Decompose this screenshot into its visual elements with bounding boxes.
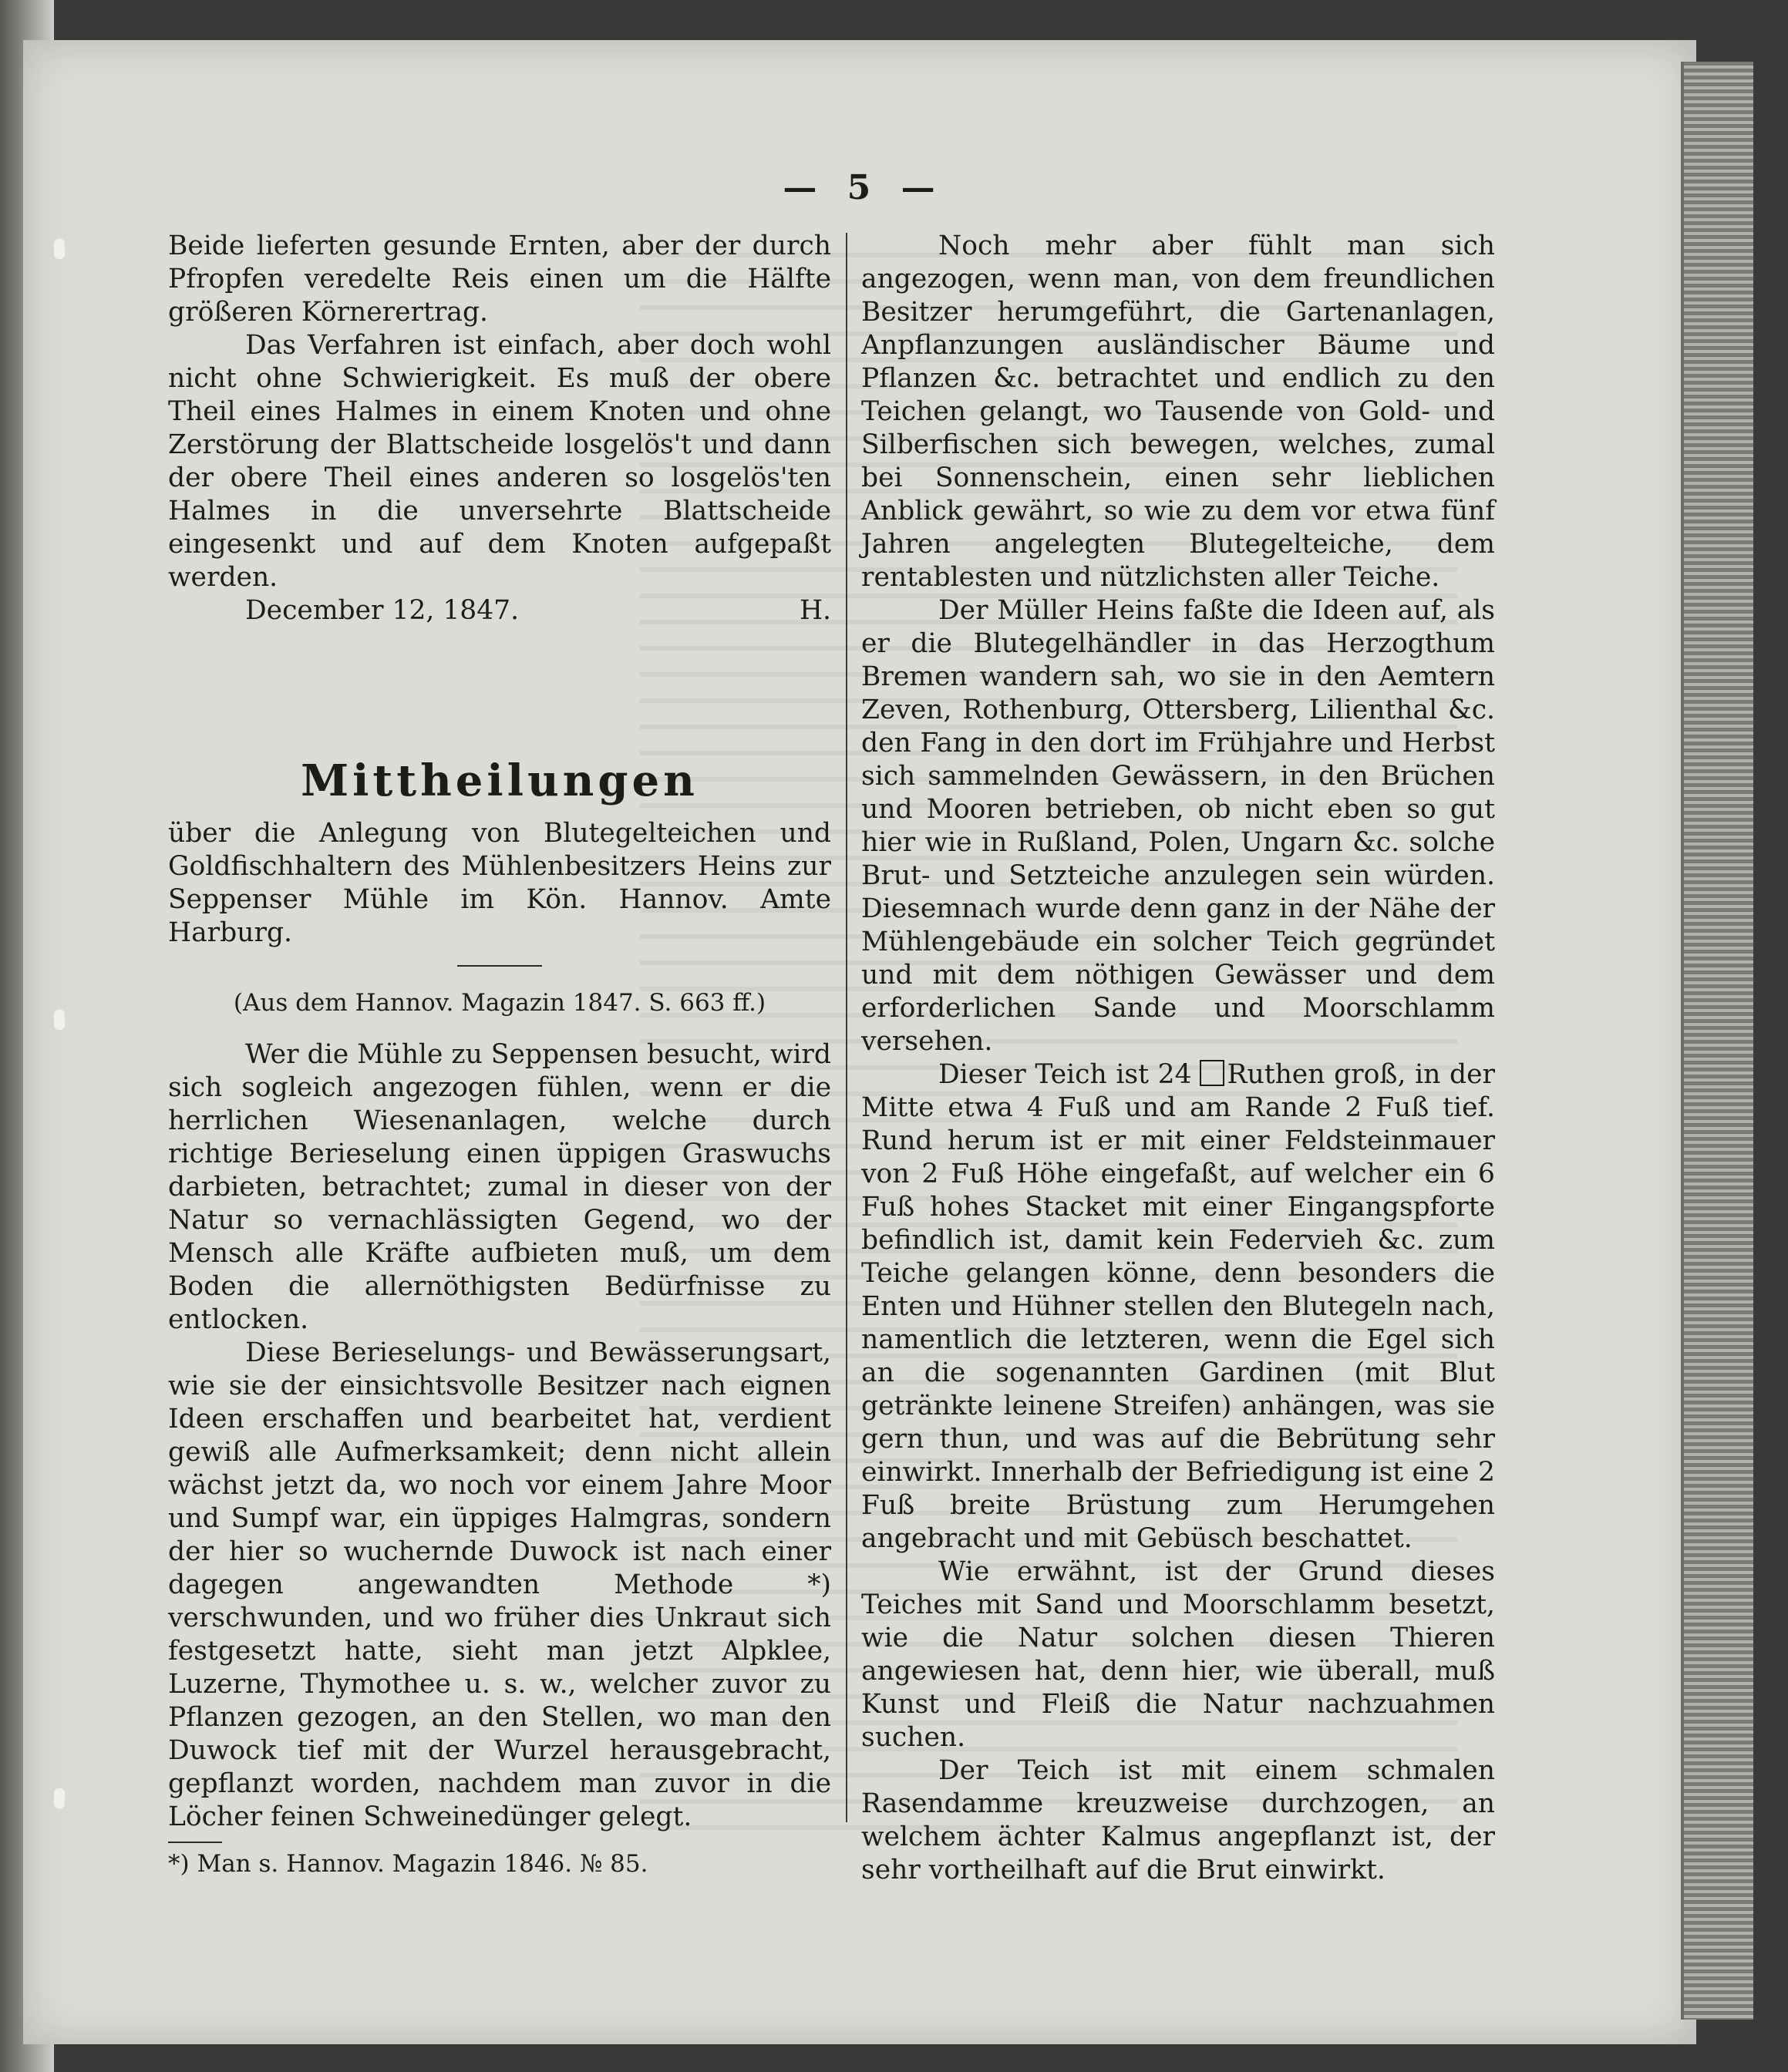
source-citation: (Aus dem Hannov. Magazin 1847. S. 663 ff.) [233, 989, 766, 1017]
paragraph: Das Verfahren ist einfach, aber doch wohl nicht ohne Schwierigkeit. Es muß der obere Theil eines Halmes in einem Knoten und ohne Zerstörung der Blattscheide losgelös't und dann der obere Theil eines anderen so losgelös'ten Halmes in die unversehrte Blattscheide eingesenkt und auf dem Knoten aufgepaßt werden. [168, 330, 831, 593]
column-divider [846, 233, 847, 1822]
article-subheading: über die Anlegung von Blutegelteichen und Goldfischhaltern des Mühlenbesitzers Heins zur Seppenser Mühle im Kön. Hannov. Amte Harburg. [168, 818, 831, 948]
paragraph: Der Teich ist mit einem schmalen Rasendamme kreuzweise durchzogen, an welchem ächter Kalmus angepflanzt ist, der sehr vortheilhaft auf die Brut einwirkt. [861, 1755, 1495, 1885]
left-column [168, 230, 831, 1881]
paragraph: Beide lieferten gesunde Ernten, aber der durch Pfropfen veredelte Reis einen um die Hälfte größeren Körnerertrag. [168, 230, 831, 328]
paragraph: Der Müller Heins faßte die Ideen auf, als er die Blutegelhändler in das Herzogthum Bremen wandern sah, wo sie in den Aemtern Zeven, Rothenburg, Ottersberg, Lilienthal &c. den Fang in den dort im Frühjahre und Herbst sich sammelnden Gewässern, in den Brüchen und Mooren betrieben, ob nicht eben so gut hier wie in Rußland, Polen, Ungarn &c. solche Brut- und Setzteiche anzulegen sein würden. Diesemnach wurde denn ganz in der Nähe der Mühlengebäude ein solcher Teich gegründet und mit dem nöthigen Gewässer und dem erforderlichen Sande und Moorschlamm versehen. [861, 595, 1495, 1057]
separator-rule [457, 965, 542, 967]
paragraph-rest: Ruthen groß, in der Mitte etwa 4 Fuß und am Rande 2 Fuß tief. Rund herum ist er mit einer Feldsteinmauer von 2 Fuß Höhe eingefaßt, auf welcher ein 6 Fuß hohes Stacket mit einer Eingangspforte befindlich ist, damit kein Federvieh &c. zum Teiche gelangen könne, denn besonders die Enten und Hühner stellen den Blutegeln nach, namentlich die letzteren, wenn die Egel sich an die sogenannten Gardinen (mit Blut getränkte leinene Streifen) anhängen, was sie gern thun, und was auf die Bebrütung sehr einwirkt. Innerhalb der Befriedigung ist eine 2 Fuß breite Brüstung zum Herumgehen angebracht und mit Gebüsch beschattet. [861, 1059, 1495, 1554]
date: December 12, 1847. [245, 595, 520, 626]
paragraph: Noch mehr aber fühlt man sich angezogen, wenn man, von dem freundlichen Besitzer herumgeführt, die Gartenanlagen, Anpflanzungen ausländischer Bäume und Pflanzen &c. betrachtet und endlich zu den Teichen gelangt, wo Tausende von Gold- und Silberfischen sich bewegen, welches, zumal bei Sonnenschein, einen sehr lieblichen Anblick gewährt, so wie zu dem vor etwa fünf Jahren angelegten Blutegelteiche, dem rentablesten und nützlichsten aller Teiche. [861, 230, 1495, 593]
paragraph: Wer die Mühle zu Seppensen besucht, wird sich sogleich angezogen fühlen, wenn er die herrlichen Wiesenanlagen, welche durch richtige Berieselung einen üppigen Graswuchs darbieten, betrachtet; zumal in dieser von der Natur so vernachlässigten Gegend, wo der Mensch alle Kräfte aufbieten muß, um dem Boden die allernöthigsten Bedürfnisse zu entlocken. [168, 1039, 831, 1335]
footnote: *) Man s. Hannov. Magazin 1846. № 85. [168, 1850, 648, 1878]
footnote-rule [168, 1842, 222, 1843]
dateline [168, 594, 831, 627]
paragraph [861, 1058, 1495, 1556]
square-unit-symbol [1200, 1060, 1224, 1086]
page-edge-stack [1681, 62, 1753, 2020]
binding-hole [54, 239, 65, 259]
binding-hole [54, 1010, 65, 1030]
paragraph: Wie erwähnt, ist der Grund dieses Teiches mit Sand und Moorschlamm besetzt, wie die Natur solchen diesen Thieren angewiesen hat, denn hier, wie überall, muß Kunst und Fleiß die Natur nachzuahmen suchen. [861, 1556, 1495, 1753]
article-heading: Mittheilungen [301, 755, 699, 806]
paragraph: Diese Berieselungs- und Bewässerungsart, wie sie der einsichtsvolle Besitzer nach eignen Ideen erschaffen und bearbeitet hat, verdient gewiß alle Aufmerksamkeit; denn nicht allein wächst jetzt da, wo noch vor einem Jahre Moor und Sumpf war, ein üppiges Halmgras, sondern der hier so wuchernde Duwock ist nach einer dagegen angewandten Methode *) verschwunden, und wo früher dies Unkraut sich festgesetzt hatte, sieht man jetzt Alpklee, Luzerne, Thymothee u. s. w., welcher zuvor zu Pflanzen gezogen, an den Stellen, wo man den Duwock tief mit der Wurzel herausgebracht, gepflanzt worden, nachdem man zuvor in die Löcher feinen Schweinedünger gelegt. [168, 1337, 831, 1832]
signature: H. [799, 595, 831, 626]
binding-hole [54, 1788, 65, 1808]
page-number: — 5 — [783, 168, 945, 207]
paragraph-start: Dieser Teich ist 24 [938, 1059, 1192, 1090]
right-column [861, 230, 1495, 1887]
